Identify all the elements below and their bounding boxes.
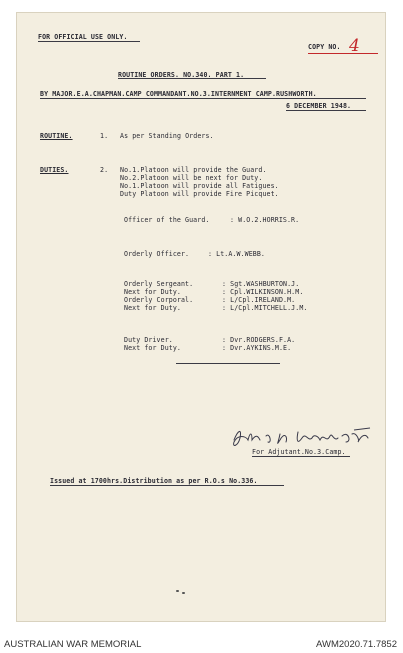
copy-number: 4 bbox=[349, 36, 360, 56]
copy-underline bbox=[308, 53, 378, 54]
duty-label: Orderly Sergeant. bbox=[124, 280, 194, 288]
date: 6 DECEMBER 1948. bbox=[286, 102, 352, 110]
duty-value: : Dvr.RODGERS.F.A. bbox=[222, 336, 296, 344]
section-title: ROUTINE. bbox=[40, 132, 73, 140]
distribution-note: Issued at 1700hrs.Distribution as per R.O.s No.336. bbox=[50, 477, 258, 485]
heading: ROUTINE ORDERS. NO.340. PART 1. bbox=[118, 71, 245, 79]
separator-line bbox=[176, 363, 280, 364]
duty-value: : Lt.A.W.WEBB. bbox=[208, 250, 265, 258]
duty-label: Next for Duty. bbox=[124, 304, 181, 312]
duty-value: : L/Cpl.IRELAND.M. bbox=[222, 296, 296, 304]
section-line: No.1.Platoon will provide the Guard. bbox=[120, 166, 267, 174]
duty-value: : W.O.2.HORRIS.R. bbox=[230, 216, 300, 224]
duty-label: Orderly Officer. bbox=[124, 250, 190, 258]
section-line: No.1.Platoon will provide all Fatigues. bbox=[120, 182, 279, 190]
duty-label: Orderly Corporal. bbox=[124, 296, 194, 304]
duty-value: : Dvr.AYKINS.M.E. bbox=[222, 344, 292, 352]
duty-value: : Cpl.WILKINSON.H.M. bbox=[222, 288, 304, 296]
section-line: As per Standing Orders. bbox=[120, 132, 214, 140]
issuer: BY MAJOR.E.A.CHAPMAN.CAMP COMMANDANT.NO.3.INTERNMENT CAMP.RUSHWORTH. bbox=[40, 90, 317, 98]
duty-label: Next for Duty. bbox=[124, 344, 181, 352]
staple-mark bbox=[182, 592, 185, 594]
date-underline bbox=[286, 110, 366, 111]
classification-underline bbox=[38, 41, 140, 42]
section-title: DUTIES. bbox=[40, 166, 69, 174]
duty-label: Officer of the Guard. bbox=[124, 216, 210, 224]
archive-footer bbox=[0, 634, 403, 653]
section-number: 1. bbox=[100, 132, 109, 140]
duty-label: Next for Duty. bbox=[124, 288, 181, 296]
section-line: Duty Platoon will provide Fire Picquet. bbox=[120, 190, 279, 198]
accession-number: AWM2020.71.7852 bbox=[316, 639, 397, 650]
distribution-underline bbox=[50, 485, 284, 486]
signatory-underline bbox=[252, 456, 350, 457]
institution-name: AUSTRALIAN WAR MEMORIAL bbox=[4, 639, 142, 650]
duty-label: Duty Driver. bbox=[124, 336, 173, 344]
duty-value: : L/Cpl.MITCHELL.J.M. bbox=[222, 304, 308, 312]
staple-mark bbox=[176, 590, 179, 592]
document-sheet bbox=[16, 12, 386, 622]
heading-underline bbox=[118, 78, 266, 79]
section-line: No.2.Platoon will be next for Duty. bbox=[120, 174, 263, 182]
copy-label: COPY NO. bbox=[308, 43, 341, 51]
signatory: For Adjutant.No.3.Camp. bbox=[252, 448, 346, 456]
classification: FOR OFFICIAL USE ONLY. bbox=[38, 33, 128, 41]
issuer-underline bbox=[40, 98, 366, 99]
duty-value: : Sgt.WASHBURTON.J. bbox=[222, 280, 300, 288]
section-number: 2. bbox=[100, 166, 109, 174]
